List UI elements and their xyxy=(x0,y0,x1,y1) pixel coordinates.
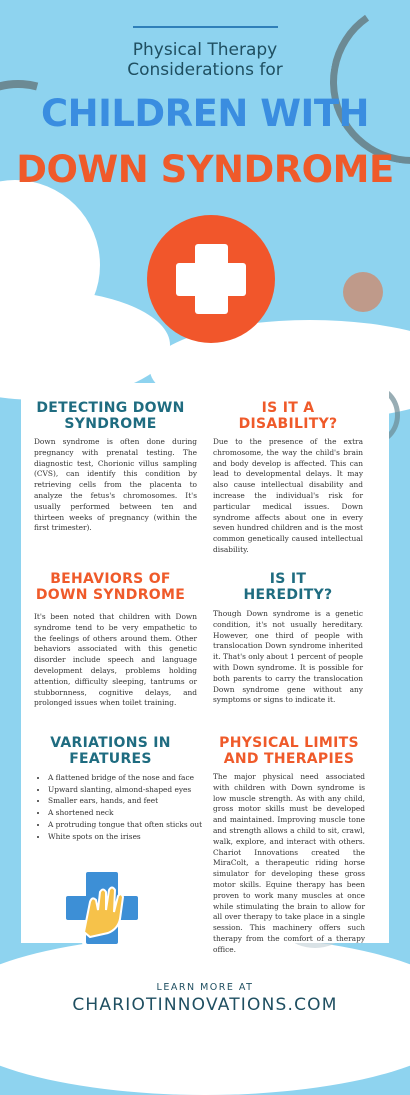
list-item: • A shortened neck xyxy=(48,807,206,819)
heading-heredity: IS IT HEREDITY? xyxy=(243,571,333,603)
list-item: • Smaller ears, hands, and feet xyxy=(48,795,206,807)
heading-behaviors: BEHAVIORS OF DOWN SYNDROME xyxy=(35,571,186,603)
pre-title-line1: Physical Therapy xyxy=(132,40,278,60)
bg-cloud-footer xyxy=(0,935,410,1095)
heading-disability: IS IT A DISABILITY? xyxy=(238,400,338,432)
text-detecting: Down syndrome is often done during pregnancy with prenatal testing. The diagnostic test, Chorionic villus sampling (CVS), can identify this condition by retrieving cells from the placenta to analyze the fetus's chromosomes. It's usually performed between ten and thirteen weeks of pregnancy (within the first trimester). xyxy=(34,437,197,533)
list-item: • Upward slanting, almond-shaped eyes xyxy=(48,784,206,796)
medical-cross-icon xyxy=(147,215,275,343)
title-line2: DOWN SYNDROME xyxy=(16,148,394,191)
bg-dot-brown xyxy=(343,272,383,312)
text-heredity: Though Down syndrome is a genetic condition, it's not usually hereditary. However, one third of people with translocation Down syndrome inherited it. That's only about 1 percent of people with Down syndrome. It is possible for both parents to carry the translocation Down syndrome gene without any symptoms or signs to indicate it. xyxy=(213,609,363,705)
top-divider xyxy=(133,26,278,28)
pre-title-line2: Considerations for xyxy=(127,60,283,80)
text-limits: The major physical need associated with children with Down syndrome is low muscle strength. As with any child, gross motor skills must be developed and maintained. Improving muscle tone and strength allows a child to sit, crawl, walk, explore, and interact with others. Chariot Innovations created the MiraColt, a therapeutic riding horse simulator for developing these gross motor skills. Equine therapy has been proven to work many muscles at once while stimulating the brain to allow for all over therapy to take place in a single session. This machinery offers such therapy from the comfort of a therapy office. xyxy=(213,772,365,954)
text-disability: Due to the presence of the extra chromosome, the way the child's brain and body develop is affected. This can lead to developmental delays. It may also cause intellectual disability and increase the individual's risk for particular medical issues. Down syndrome affects about one in every seven hundred children and is the most common genetically caused intellectual disability. xyxy=(213,437,363,554)
features-list xyxy=(36,772,206,842)
pre-title xyxy=(60,40,350,80)
helping-hand-icon xyxy=(62,868,142,948)
footer-site-link[interactable]: CHARIOTINNOVATIONS.COM xyxy=(72,995,338,1015)
heading-detecting: DETECTING DOWN SYNDROME xyxy=(36,400,185,432)
heading-variations: VARIATIONS IN FEATURES xyxy=(50,735,171,767)
list-item: • White spots on the irises xyxy=(48,831,206,843)
list-item: • A protruding tongue that often sticks out xyxy=(48,819,206,831)
text-behaviors: It's been noted that children with Down syndrome tend to be very empathetic to the feelings of others around them. Other behaviors associated with this genetic disorder include speech and language development delays, problems holding attention, difficulty sleeping, tantrums or stubbornness, cognitive delays, and prolonged issues when toilet training. xyxy=(34,612,197,708)
footer-learn-more: LEARN MORE AT xyxy=(156,982,254,993)
title-line1: CHILDREN WITH xyxy=(40,92,370,135)
heading-limits: PHYSICAL LIMITS AND THERAPIES xyxy=(219,735,359,767)
list-item: • A flattened bridge of the nose and face xyxy=(48,772,206,784)
